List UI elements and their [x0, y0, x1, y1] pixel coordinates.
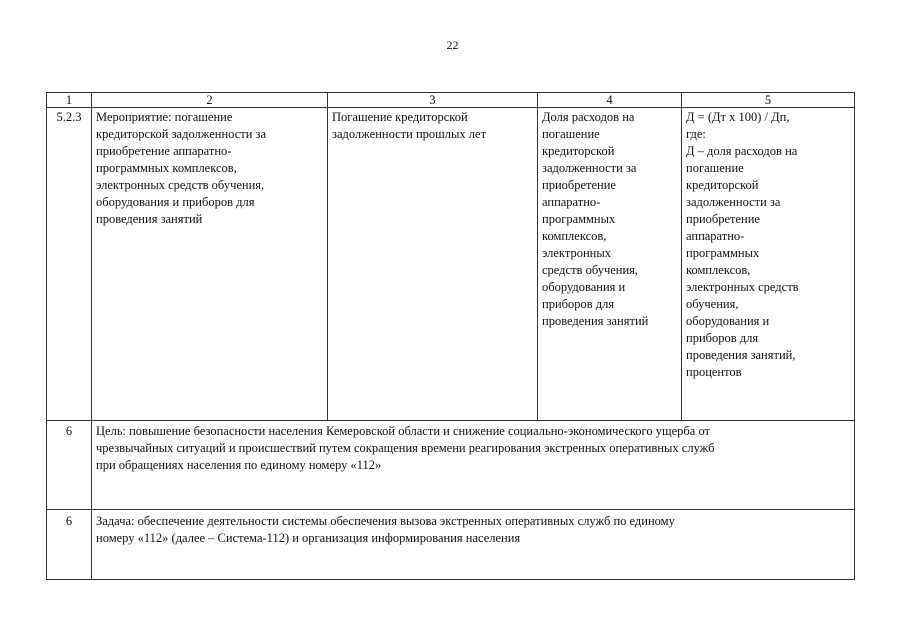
table-row-task — [47, 510, 855, 580]
header-cell-4: 4 — [538, 93, 682, 108]
task-text-cell: Задача: обеспечение деятельности системы обеспечения вызова экстренных оперативных служб по единому номеру «112» (далее – Система-112) и организация информирования населения — [92, 510, 855, 580]
header-cell-2: 2 — [92, 93, 328, 108]
row-number: 6 — [47, 510, 92, 580]
table-header-row — [47, 93, 855, 108]
goal-text-cell: Цель: повышение безопасности населения Кемеровской области и снижение социально-экономического ущерба от чрезвычайных ситуаций и происшествий путем сокращения времени реагирования экстренных оперативных служб при обращениях населения по единому номеру «112» — [92, 421, 855, 510]
table-row-5-2-3 — [47, 108, 855, 421]
row-number: 6 — [47, 421, 92, 510]
expected-result-cell: Погашение кредиторской задолженности прошлых лет — [328, 108, 538, 421]
header-cell-1: 1 — [47, 93, 92, 108]
program-table — [46, 92, 855, 580]
header-cell-3: 3 — [328, 93, 538, 108]
page-number: 22 — [446, 38, 459, 52]
indicator-name-cell: Доля расходов на погашение кредиторской задолженности за приобретение аппаратно- программных комплексов, электронных средств обучения, оборудования и приборов для проведения занятий — [538, 108, 682, 421]
row-number: 5.2.3 — [47, 108, 92, 421]
table-row-goal — [47, 421, 855, 510]
header-cell-5: 5 — [682, 93, 855, 108]
calculation-method-cell: Д = (Дт x 100) / Дп, где: Д – доля расходов на погашение кредиторской задолженности за приобретение аппаратно- программных комплексов, электронных средств обучения, оборудования и приборов для проведения занятий, процентов — [682, 108, 855, 421]
activity-name-cell: Мероприятие: погашение кредиторской задолженности за приобретение аппаратно- программных комплексов, электронных средств обучения, оборудования и приборов для проведения занятий — [92, 108, 328, 421]
